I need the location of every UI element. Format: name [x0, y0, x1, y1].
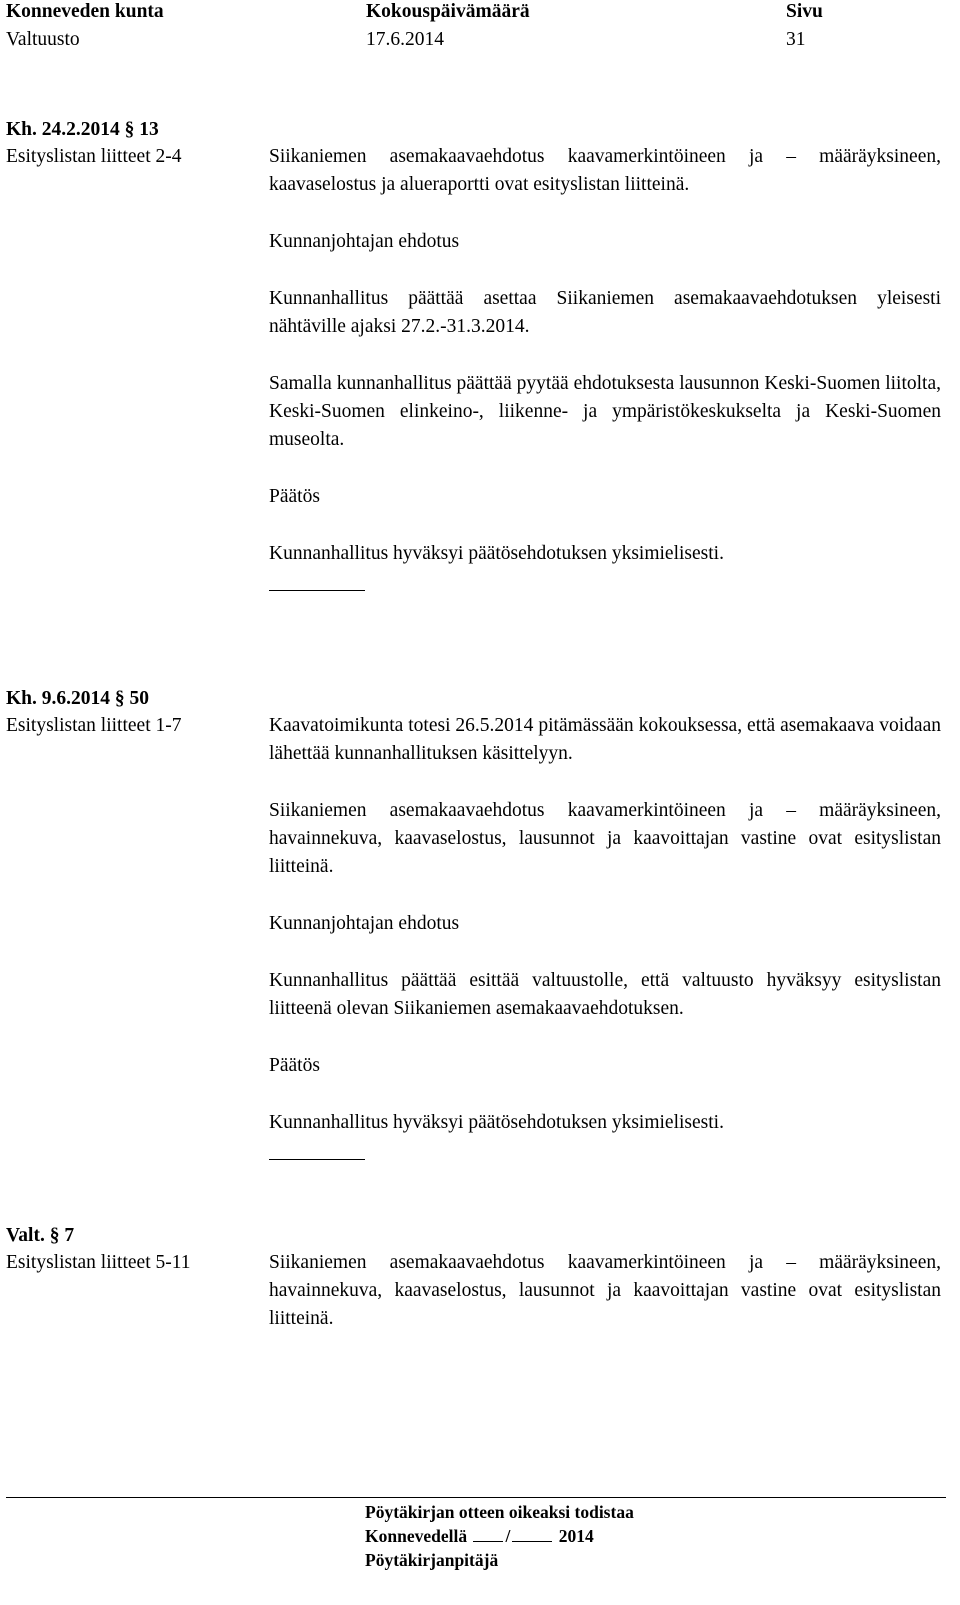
- section-end-rule: [269, 590, 365, 591]
- month-blank: [512, 1527, 552, 1542]
- certification-text: Pöytäkirjan otteen oikeaksi todistaa: [365, 1502, 634, 1522]
- date-separator: /: [505, 1526, 511, 1546]
- date-value: 17.6.2014: [366, 29, 444, 50]
- page-number: 31: [786, 29, 806, 50]
- place-date-line: [365, 1524, 925, 1548]
- section-content: [269, 712, 941, 1160]
- org-label: Konneveden kunta: [6, 1, 164, 22]
- section-content: [269, 1249, 941, 1333]
- header-label-row: [6, 0, 946, 28]
- proposal-heading: Kunnanjohtajan ehdotus: [269, 231, 460, 252]
- date-label: Kokouspäivämäärä: [366, 1, 530, 22]
- section-body: [6, 1249, 956, 1333]
- section-heading: Kh. 24.2.2014 § 13: [6, 119, 159, 140]
- footer-divider: [6, 1497, 946, 1498]
- proposal-paragraph: Kunnanhallitus päättää asettaa Siikaniemen asemakaavaehdotuksen yleisesti nähtäville ajaksi 27.2.-31.3.2014.: [269, 288, 941, 337]
- attachments-label: Esityslistan liitteet 2-4: [6, 146, 182, 167]
- decision-heading: Päätös: [269, 1055, 320, 1076]
- header-value-row: [6, 28, 946, 56]
- certification-footer: [365, 1500, 925, 1572]
- section-end-rule: [269, 1159, 365, 1160]
- footer-year: 2014: [558, 1526, 594, 1546]
- decision-heading: Päätös: [269, 486, 320, 507]
- proposal-heading: Kunnanjohtajan ehdotus: [269, 913, 460, 934]
- decision-paragraph: Kunnanhallitus hyväksyi päätösehdotuksen yksimielisesti.: [269, 543, 724, 564]
- intro-paragraph: Kaavatoimikunta totesi 26.5.2014 pitämässään kokouksessa, että asemakaava voidaan lähettää kunnanhallituksen käsittelyyn.: [269, 715, 941, 764]
- attachments-label: Esityslistan liitteet 5-11: [6, 1252, 191, 1273]
- section-body: [6, 143, 956, 591]
- attachments-label: Esityslistan liitteet 1-7: [6, 715, 182, 736]
- section-content: [269, 143, 941, 591]
- proposal-paragraph: Samalla kunnanhallitus päättää pyytää ehdotuksesta lausunnon Keski-Suomen liitolta, Keski-Suomen elinkeino-, liikenne- ja ympäristökeskukselta ja Keski-Suomen museolta.: [269, 373, 941, 450]
- day-blank: [473, 1527, 503, 1542]
- proposal-paragraph: Kunnanhallitus päättää esittää valtuustolle, että valtuusto hyväksyy esityslistan liitteenä olevan Siikaniemen asemakaavaehdotuksen.: [269, 970, 941, 1019]
- section-body: [6, 712, 956, 1160]
- signer-title: Pöytäkirjanpitäjä: [365, 1550, 499, 1570]
- section-heading: Kh. 9.6.2014 § 50: [6, 688, 150, 709]
- section-kh-9-6-2014: [6, 685, 956, 1160]
- intro-paragraph: Siikaniemen asemakaavaehdotus kaavamerkintöineen ja – määräyksineen, kaavaselostus ja alueraportti ovat esityslistan liitteinä.: [269, 146, 941, 195]
- document-header: [6, 0, 946, 56]
- attachments-paragraph: Siikaniemen asemakaavaehdotus kaavamerkintöineen ja – määräyksineen, havainnekuva, kaavaselostus, lausunnot ja kaavoittajan vastine ovat esityslistan liitteinä.: [269, 1252, 941, 1329]
- section-heading: Valt. § 7: [6, 1225, 75, 1246]
- place-name: Konnevedellä: [365, 1526, 468, 1546]
- decision-paragraph: Kunnanhallitus hyväksyi päätösehdotuksen yksimielisesti.: [269, 1112, 724, 1133]
- attachments-paragraph: Siikaniemen asemakaavaehdotus kaavamerkintöineen ja – määräyksineen, havainnekuva, kaavaselostus, lausunnot ja kaavoittajan vastine ovat esityslistan liitteinä.: [269, 800, 941, 877]
- org-value: Valtuusto: [6, 29, 80, 50]
- section-kh-24-2-2014: [6, 116, 956, 591]
- section-valt-7: [6, 1222, 956, 1333]
- page-label: Sivu: [786, 1, 823, 22]
